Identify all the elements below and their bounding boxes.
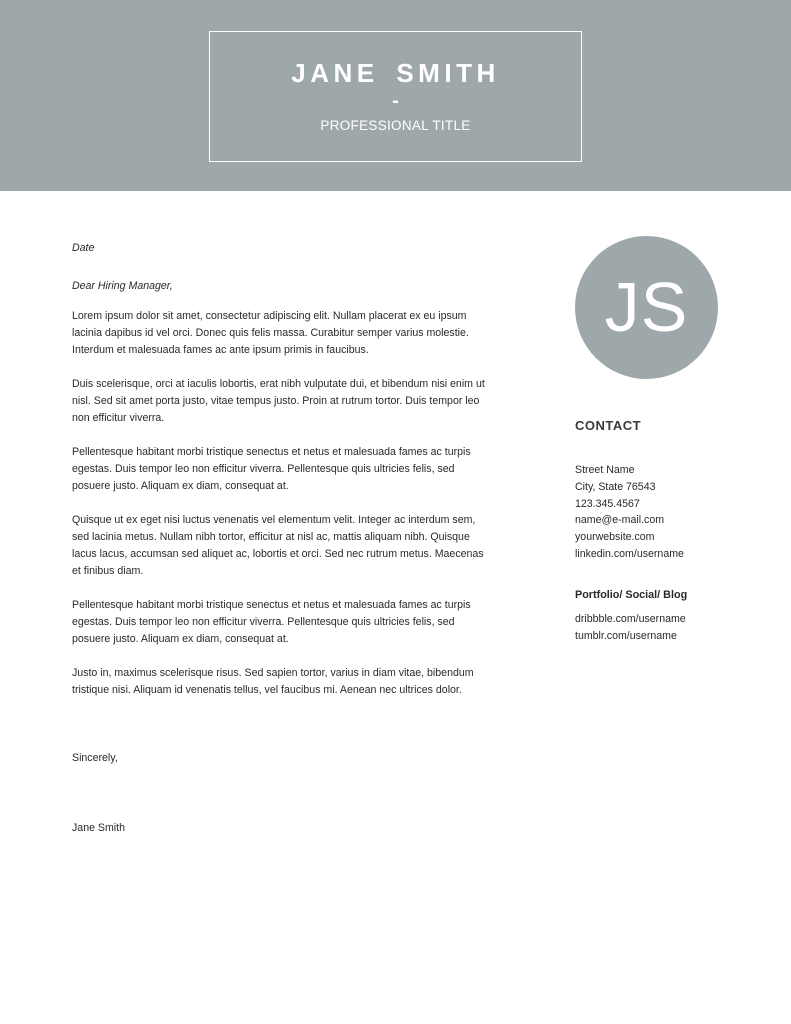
contact-phone: 123.345.4567: [575, 497, 640, 510]
letter-paragraph: Quisque ut ex eget nisi luctus venenatis vel elementum velit. Integer ac interdum sem, sed lacinia metus. Nullam nibh tortor, efficitur at nisl ac, mattis aliquam nibh. Quisque lacus lacus, accumsan sed aliquet ac, lobortis et orci. Sed nec rutrum metus. Maecenas et finibus diam.: [72, 514, 484, 577]
letter-paragraph: Pellentesque habitant morbi tristique senectus et netus et malesuada fames ac turpis egestas. Duis tempor leo non efficitur viverra. Pellentesque quis ultricies felis, sed posuere justo. Aliquam ex diam, consequat at.: [72, 599, 471, 645]
initials-avatar: JS: [575, 236, 718, 379]
contact-city-state: City, State 76543: [575, 480, 656, 493]
portfolio-tumblr[interactable]: tumblr.com/username: [575, 629, 677, 642]
letter-closing: Sincerely,: [72, 752, 118, 764]
contact-street: Street Name: [575, 464, 635, 476]
portfolio-dribbble[interactable]: dribbble.com/username: [575, 613, 686, 625]
contact-email[interactable]: name@e-mail.com: [575, 514, 665, 527]
letter-paragraph: Justo in, maximus scelerisque risus. Sed sapien tortor, varius in diam vitae, bibendum tristique nisi. Aliquam id venenatis tellus, vel faucibus mi. Aenean nec ultrices dolor.: [72, 667, 474, 696]
letter-signature: Jane Smith: [72, 822, 125, 834]
letter-date: Date: [72, 242, 95, 254]
contact-linkedin[interactable]: linkedin.com/username: [575, 547, 684, 560]
portfolio-heading: Portfolio/ Social/ Blog: [575, 589, 688, 601]
name-separator: -: [392, 90, 399, 112]
name-frame: [209, 31, 582, 162]
contact-heading: CONTACT: [575, 418, 642, 433]
professional-title: PROFESSIONAL TITLE: [320, 118, 471, 133]
letter-salutation: Dear Hiring Manager,: [72, 280, 173, 292]
letter-paragraph: Duis scelerisque, orci at iaculis lobortis, erat nibh vulputate dui, et bibendum nisi enim ut nisl. Sed sit amet porta justo, vitae tempus justo. Proin at rutrum tortor. Duis tempor leo non efficitur viverra.: [72, 378, 485, 424]
applicant-name: JANE SMITH: [291, 58, 500, 88]
contact-website[interactable]: yourwebsite.com: [575, 531, 655, 544]
letter-paragraph: Lorem ipsum dolor sit amet, consectetur adipiscing elit. Nullam placerat ex eu ipsum lacinia dapibus id vel orci. Donec quis felis massa. Curabitur semper varius molestie. Interdum et malesuada fames ac ante ipsum primis in faucibus.: [72, 310, 469, 356]
portfolio-list: [575, 611, 686, 645]
contact-list: [575, 462, 684, 563]
header-banner: [0, 0, 791, 191]
letter-paragraph: Pellentesque habitant morbi tristique senectus et netus et malesuada fames ac turpis egestas. Duis tempor leo non efficitur viverra. Pellentesque quis ultricies felis, sed posuere justo. Aliquam ex diam, consequat at.: [72, 446, 471, 492]
